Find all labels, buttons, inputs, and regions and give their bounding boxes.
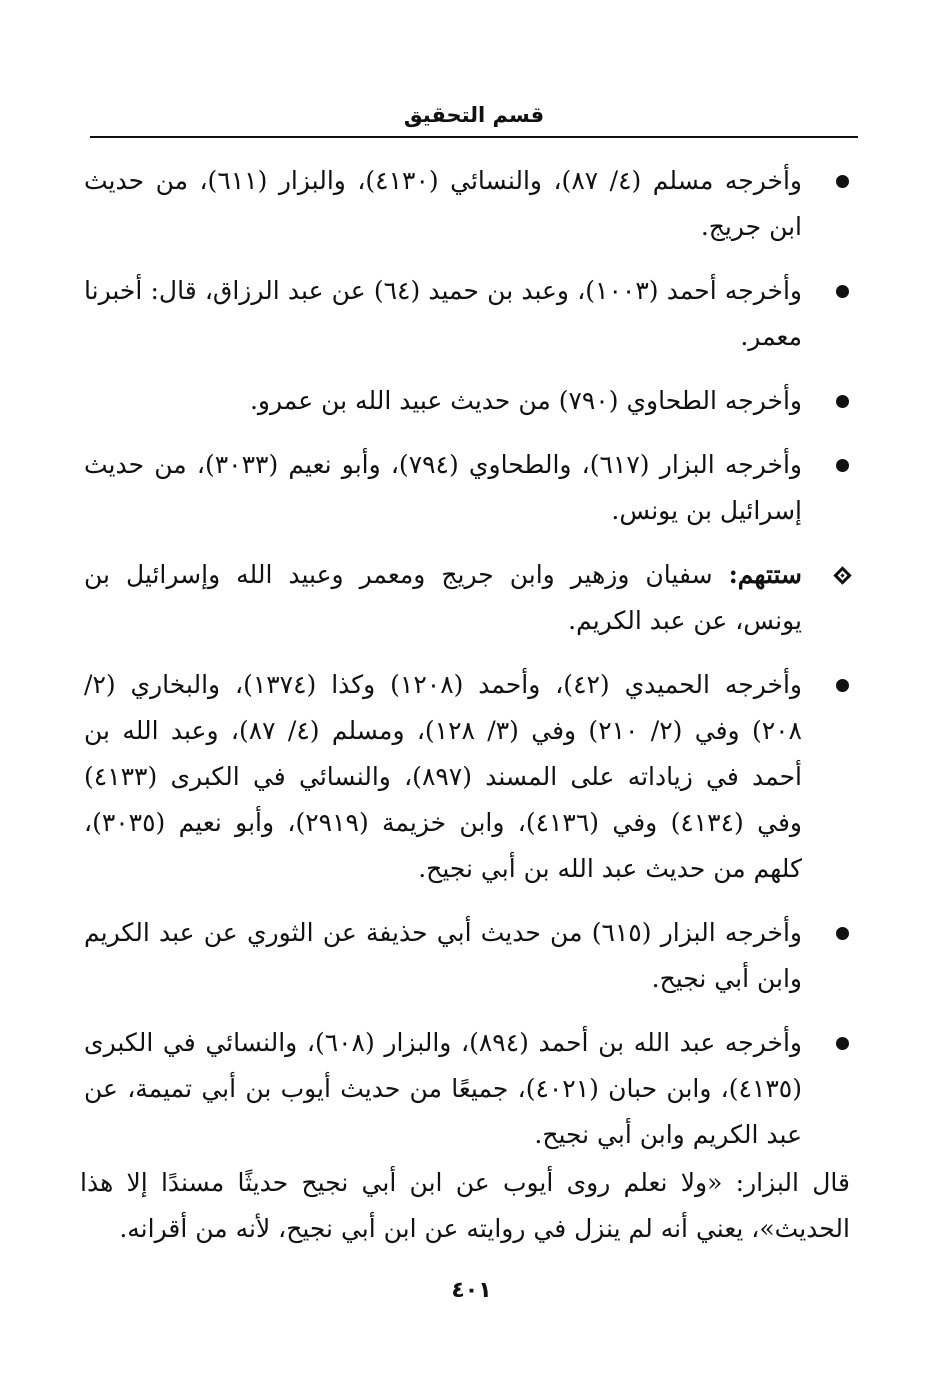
item-text: وأخرجه البزار (٦١٥) من حديث أبي حذيفة عن الثوري عن عبد الكريم وابن أبي نجيح. — [84, 918, 802, 993]
bullet-icon — [827, 378, 857, 424]
header-rule — [90, 136, 858, 138]
list-item — [84, 1020, 812, 1158]
list-item — [84, 268, 812, 360]
item-text: وأخرجه البزار (٦١٧)، والطحاوي (٧٩٤)، وأبو نعيم (٣٠٣٣)، من حديث إسرائيل بن يونس. — [84, 450, 802, 525]
list-item — [84, 158, 812, 250]
closing-text: قال البزار: «ولا نعلم روى أيوب عن ابن أبي نجيح حديثًا مسندًا إلا هذا الحديث»، يعني أنه لم ينزل في روايته عن ابن أبي نجيح، لأنه من أقرانه. — [80, 1168, 850, 1243]
list-item — [84, 378, 812, 424]
diamond-icon — [827, 552, 857, 598]
bullet-icon — [827, 442, 857, 488]
bullet-icon — [827, 158, 857, 204]
item-text: سفيان وزهير وابن جريج ومعمر وعبيد الله وإسرائيل بن يونس، عن عبد الكريم. — [84, 560, 802, 635]
bullet-icon — [827, 662, 857, 708]
running-header — [90, 100, 858, 138]
item-text: وأخرجه مسلم (٤/ ٨٧)، والنسائي (٤١٣٠)، والبزار (٦١١)، من حديث ابن جريج. — [84, 166, 803, 241]
closing-paragraph — [80, 1160, 850, 1252]
bullet-icon — [827, 268, 857, 314]
list-item-summary — [84, 552, 812, 644]
item-text: وأخرجه أحمد (١٠٠٣)، وعبد بن حميد (٦٤) عن عبد الرزاق، قال: أخبرنا معمر. — [84, 276, 802, 351]
page-number: ٤٠١ — [451, 1278, 492, 1303]
footnote-list — [84, 158, 812, 1176]
item-text: وأخرجه الطحاوي (٧٩٠) من حديث عبيد الله بن عمرو. — [249, 386, 802, 415]
section-title: قسم التحقيق — [403, 103, 545, 127]
item-lead: ستتهم: — [728, 560, 802, 589]
item-text: وأخرجه الحميدي (٤٢)، وأحمد (١٢٠٨) وكذا (١٣٧٤)، والبخاري (٢/ ٢٠٨) وفي (٢/ ٢١٠) وفي (٣/ ١٢٨)، ومسلم (٤/ ٨٧)، وعبد الله بن أحمد في زياداته على المسند (٨٩٧)، والنسائي في الكبرى (٤١٣٣) وفي (٤١٣٤) وفي (٤١٣٦)، وابن خزيمة (٢٩١٩)، وأبو نعيم (٣٠٣٥)، كلهم من حديث عبد الله بن أبي نجيح. — [84, 670, 802, 883]
list-item — [84, 662, 812, 892]
list-item — [84, 442, 812, 534]
list-item — [84, 910, 812, 1002]
item-text: وأخرجه عبد الله بن أحمد (٨٩٤)، والبزار (٦٠٨)، والنسائي في الكبرى (٤١٣٥)، وابن حبان (٤٠٢١)، جميعًا من حديث أيوب بن أبي تميمة، عن عبد الكريم وابن أبي نجيح. — [84, 1028, 802, 1149]
bullet-icon — [827, 910, 857, 956]
bullet-icon — [827, 1020, 857, 1066]
